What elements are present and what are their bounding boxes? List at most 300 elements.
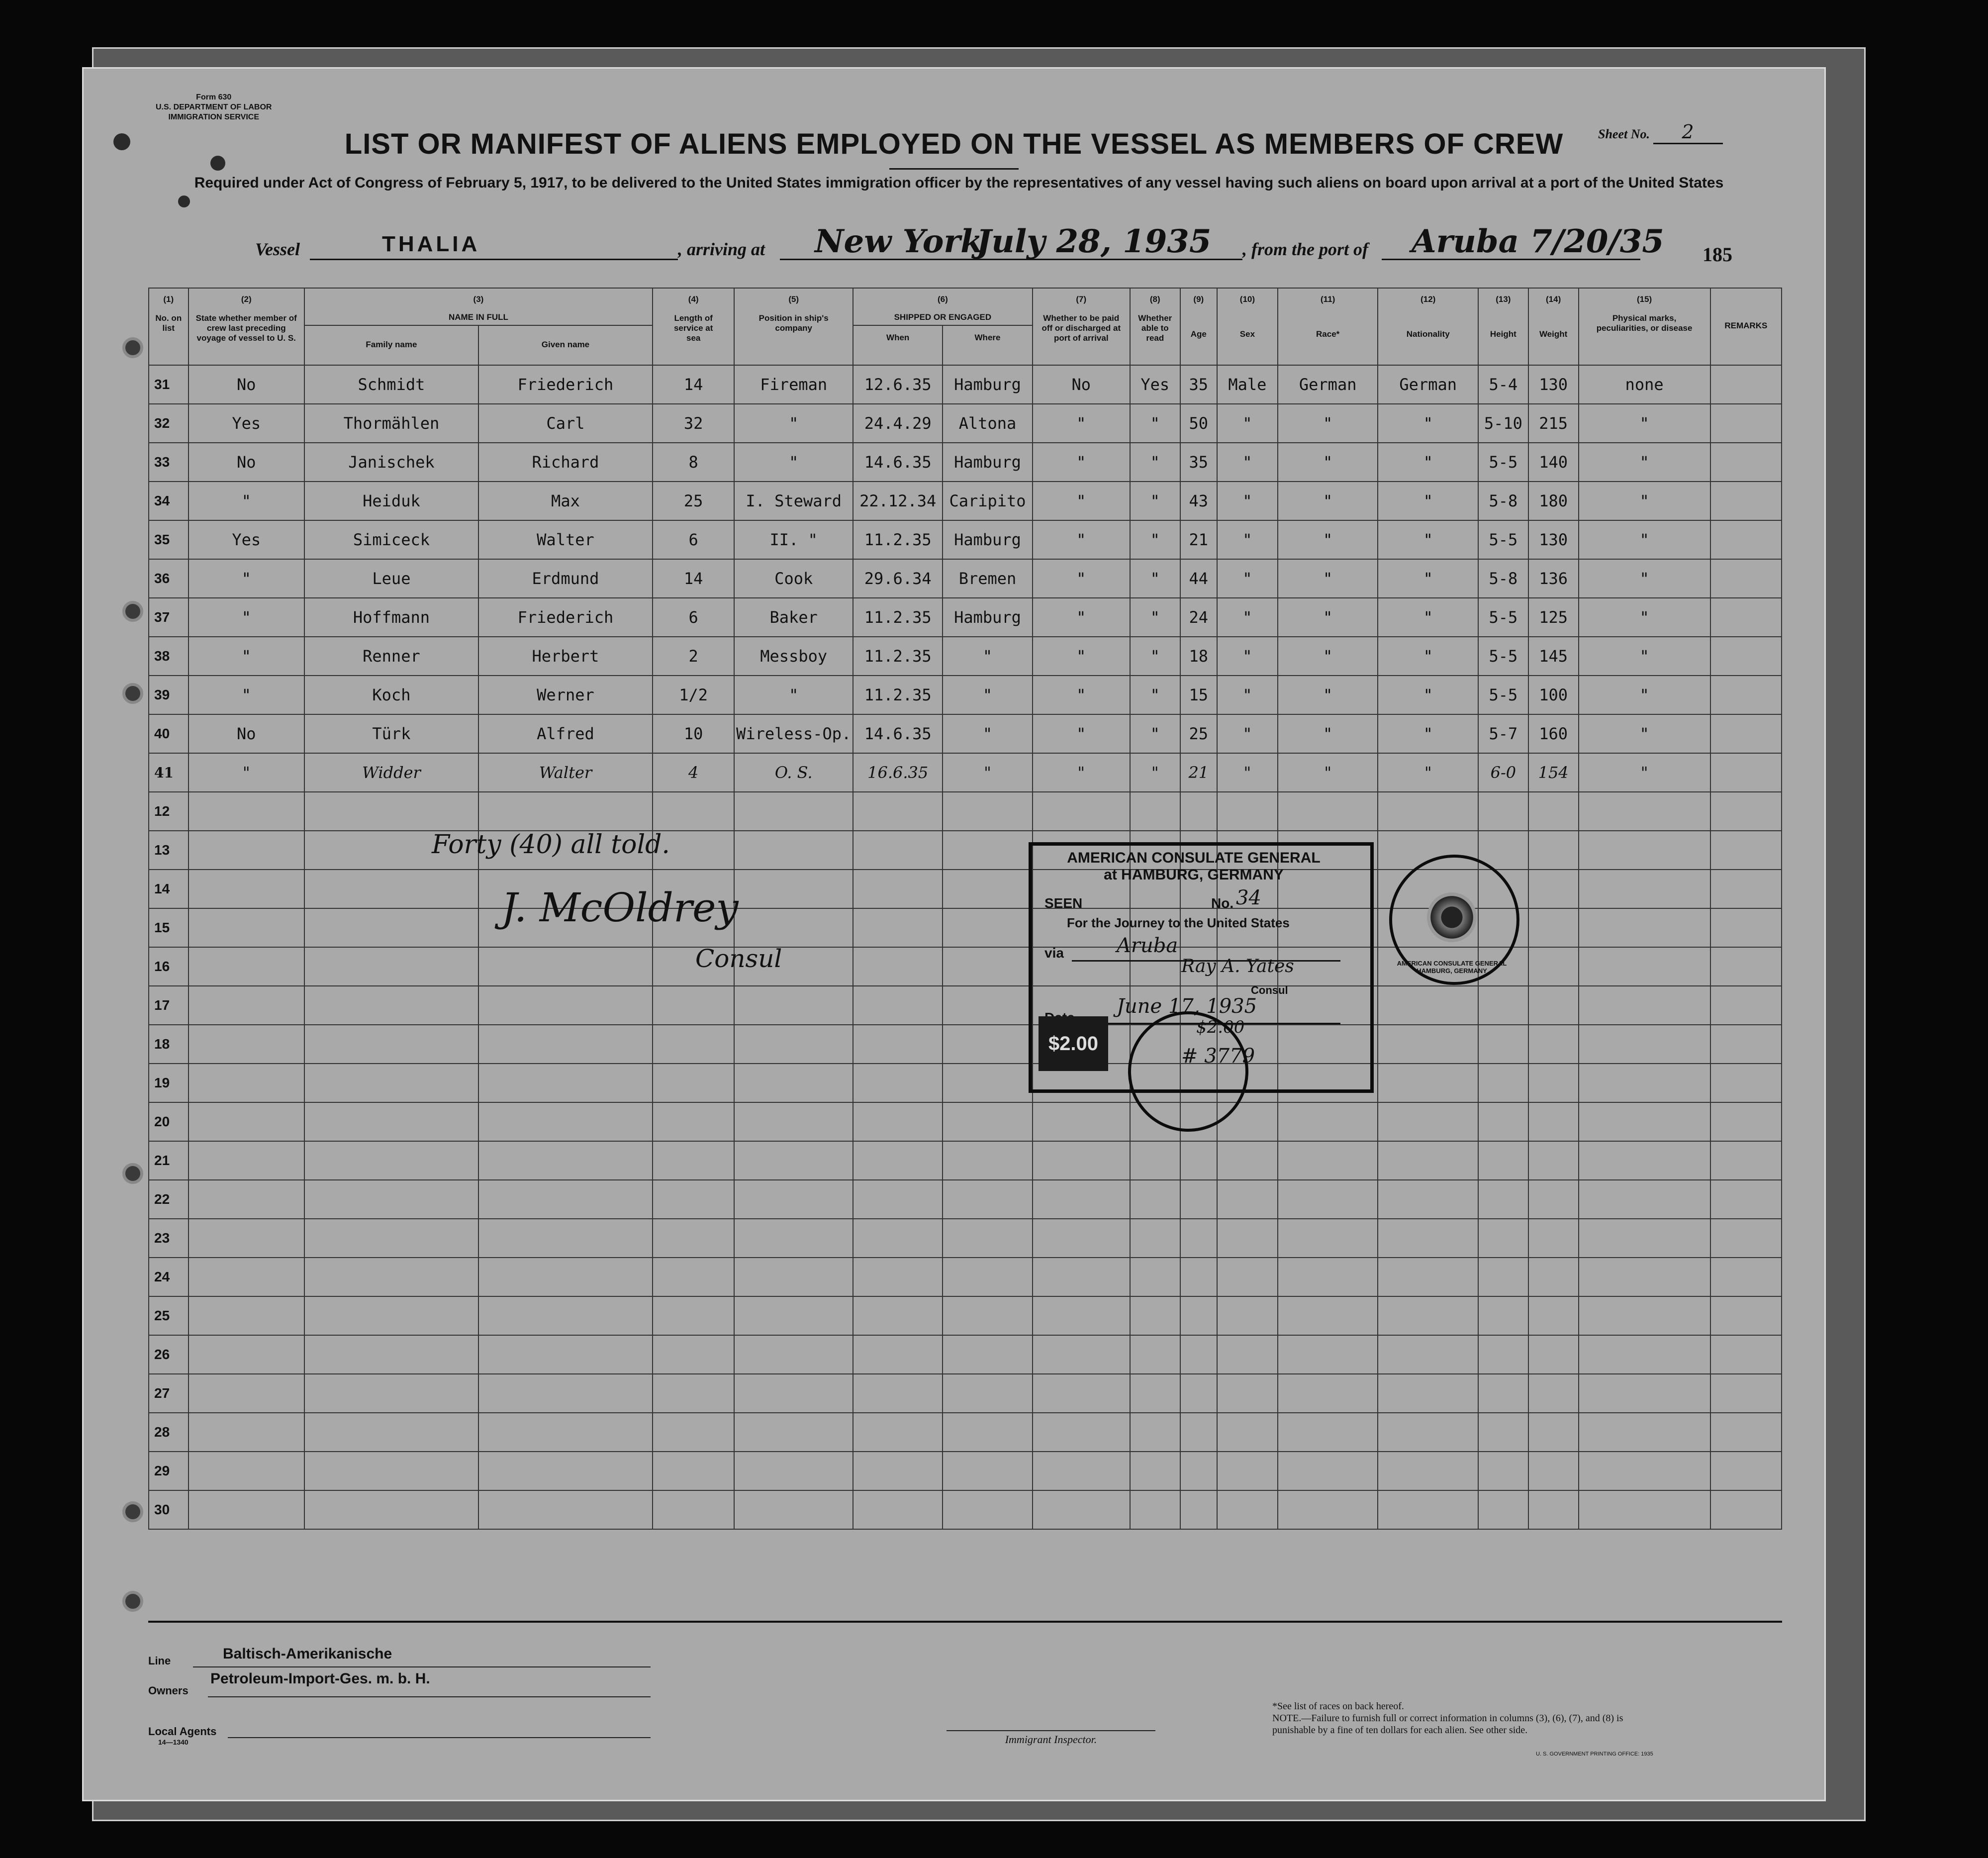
empty-cell [1180, 1141, 1217, 1180]
col-name-num: (3) [473, 294, 484, 304]
col-shipped-label: SHIPPED OR ENGAGED [894, 312, 992, 322]
cell-race: " [1278, 753, 1378, 792]
table-row [149, 831, 1782, 870]
vessel-line [84, 223, 1824, 263]
cell-race: " [1278, 714, 1378, 753]
col-height-header [1478, 288, 1528, 365]
cell-position: " [734, 676, 853, 714]
col-weight-num: (14) [1546, 294, 1561, 304]
empty-cell [189, 1374, 304, 1413]
crew-rows [149, 365, 1782, 1529]
empty-cell [1710, 1490, 1782, 1529]
cell-shipped-when: 11.2.35 [853, 598, 943, 637]
col-age-label: Age [1190, 329, 1207, 339]
cell-service-length: 8 [653, 443, 734, 482]
cell-paid-off: " [1033, 443, 1130, 482]
empty-cell [1528, 1025, 1579, 1064]
table-row [149, 1374, 1782, 1413]
cell-paid-off: " [1033, 637, 1130, 676]
empty-cell [1528, 1413, 1579, 1452]
empty-cell [1528, 1258, 1579, 1296]
footer-notes [1272, 1700, 1660, 1736]
empty-cell [1130, 1490, 1180, 1529]
cell-age: 15 [1180, 676, 1217, 714]
empty-cell [1579, 1102, 1710, 1141]
consulate-heading-1: AMERICAN CONSULATE GENERAL [1067, 850, 1321, 866]
empty-cell [1710, 1258, 1782, 1296]
row-number: 37 [149, 598, 189, 637]
col-name-label: NAME IN FULL [448, 312, 508, 322]
cell-height: 6-0 [1478, 753, 1528, 792]
empty-cell [304, 1258, 478, 1296]
form-number: Form 630 [196, 93, 232, 101]
stamp-via-label: via [1044, 945, 1064, 961]
cell-remarks [1710, 753, 1782, 792]
empty-cell [189, 1452, 304, 1490]
cell-shipped-when: 16.6.35 [853, 753, 943, 792]
empty-cell [1378, 1374, 1478, 1413]
row-number: 13 [149, 831, 189, 870]
cell-weight: 154 [1528, 753, 1579, 792]
empty-cell [853, 1296, 943, 1335]
cell-given-name: Friederich [478, 598, 653, 637]
empty-cell [1478, 1064, 1528, 1102]
empty-cell [653, 1413, 734, 1452]
empty-cell [304, 986, 478, 1025]
footer-rule [148, 1621, 1782, 1623]
empty-cell [1033, 1452, 1130, 1490]
fee-seal [1128, 1011, 1248, 1132]
empty-cell [943, 792, 1032, 831]
cell-service-length: 10 [653, 714, 734, 753]
row-number: 41 [149, 753, 189, 792]
empty-cell [1033, 1374, 1130, 1413]
table-row [149, 908, 1782, 947]
table-row [149, 365, 1782, 404]
row-number: 15 [149, 908, 189, 947]
empty-cell [1378, 1141, 1478, 1180]
cell-paid-off: " [1033, 676, 1130, 714]
table-row [149, 1102, 1782, 1141]
empty-cell [1217, 1296, 1278, 1335]
row-number: 36 [149, 559, 189, 598]
empty-cell [1278, 1180, 1378, 1219]
row-number: 16 [149, 947, 189, 986]
empty-cell [943, 870, 1032, 908]
cell-remarks [1710, 404, 1782, 443]
empty-cell [1180, 1413, 1217, 1452]
empty-cell [1378, 792, 1478, 831]
cell-paid-off: " [1033, 482, 1130, 520]
col-read-num: (8) [1149, 294, 1160, 304]
punch-hole [122, 1501, 143, 1522]
cell-weight: 125 [1528, 598, 1579, 637]
cell-family-name: Hoffmann [304, 598, 478, 637]
cell-able-to-read: " [1130, 559, 1180, 598]
cell-age: 21 [1180, 520, 1217, 559]
cell-physical-marks: " [1579, 482, 1710, 520]
col-remarks-label: REMARKS [1724, 321, 1768, 330]
table-row [149, 986, 1782, 1025]
empty-cell [1528, 1452, 1579, 1490]
cell-race: " [1278, 520, 1378, 559]
cell-age: 25 [1180, 714, 1217, 753]
cell-age: 44 [1180, 559, 1217, 598]
cell-given-name: Walter [478, 753, 653, 792]
cell-nationality: " [1378, 637, 1478, 676]
line-value: Baltisch-Amerikanische [223, 1646, 392, 1662]
empty-cell [1579, 908, 1710, 947]
empty-cell [1478, 1219, 1528, 1258]
empty-cell [304, 1452, 478, 1490]
table-row [149, 1180, 1782, 1219]
empty-cell [734, 1490, 853, 1529]
empty-cell [943, 1064, 1032, 1102]
cell-remarks [1710, 637, 1782, 676]
empty-cell [653, 1064, 734, 1102]
consulate-seal [1389, 855, 1519, 985]
line-label: Line [148, 1655, 171, 1667]
table-row [149, 1064, 1782, 1102]
empty-cell [304, 792, 478, 831]
empty-cell [1579, 1413, 1710, 1452]
col-age-num: (9) [1193, 294, 1204, 304]
empty-cell [1478, 792, 1528, 831]
empty-cell [1130, 1413, 1180, 1452]
empty-cell [1180, 792, 1217, 831]
empty-cell [1478, 1025, 1528, 1064]
page-title: LIST OR MANIFEST OF ALIENS EMPLOYED ON THE VESSEL AS MEMBERS OF CREW [344, 128, 1564, 160]
empty-cell [1180, 1374, 1217, 1413]
cell-shipped-where: Altona [943, 404, 1032, 443]
empty-cell [1579, 1064, 1710, 1102]
cell-shipped-where: Caripito [943, 482, 1032, 520]
empty-cell [943, 1374, 1032, 1413]
empty-cell [943, 831, 1032, 870]
empty-cell [1528, 1490, 1579, 1529]
empty-cell [1033, 1141, 1130, 1180]
empty-cell [734, 1025, 853, 1064]
cell-age: 35 [1180, 365, 1217, 404]
seal-text: AMERICAN CONSULATE GENERAL HAMBURG, GERMANY [1397, 960, 1507, 975]
col-paid-off-label: Whether to be paid off or discharged at port of arrival [1041, 313, 1121, 343]
cell-prev-voyage: " [189, 676, 304, 714]
empty-cell [1579, 831, 1710, 870]
empty-cell [189, 947, 304, 986]
row-number: 35 [149, 520, 189, 559]
revenue-stamp: $2.00 [1039, 1016, 1108, 1071]
empty-cell [1033, 1219, 1130, 1258]
empty-cell [1278, 1452, 1378, 1490]
empty-cell [189, 1413, 304, 1452]
cell-given-name: Herbert [478, 637, 653, 676]
empty-cell [943, 947, 1032, 986]
cell-prev-voyage: " [189, 637, 304, 676]
cell-shipped-when: 12.6.35 [853, 365, 943, 404]
title-underline [889, 168, 1019, 170]
stamp-consul-signature: Ray A. Yates [1181, 956, 1294, 977]
row-number: 26 [149, 1335, 189, 1374]
col-nationality-header [1378, 288, 1478, 365]
empty-cell [1579, 792, 1710, 831]
empty-cell [1378, 1258, 1478, 1296]
col-when-header [853, 325, 943, 365]
empty-cell [189, 1102, 304, 1141]
cell-age: 43 [1180, 482, 1217, 520]
cell-weight: 130 [1528, 520, 1579, 559]
col-weight-header [1528, 288, 1579, 365]
empty-cell [1130, 1258, 1180, 1296]
empty-cell [1710, 1064, 1782, 1102]
cell-shipped-where: Hamburg [943, 520, 1032, 559]
empty-cell [734, 870, 853, 908]
cell-prev-voyage: Yes [189, 520, 304, 559]
sheet-number-value: 2 [1653, 121, 1723, 144]
row-number: 28 [149, 1413, 189, 1452]
col-weight-label: Weight [1539, 329, 1568, 339]
empty-cell [1378, 1413, 1478, 1452]
empty-cell [1710, 986, 1782, 1025]
col-prev-voyage-label: State whether member of crew last preceding voyage of vessel to U. S. [195, 313, 297, 343]
table-row [149, 1335, 1782, 1374]
empty-cell [304, 947, 478, 986]
cell-remarks [1710, 714, 1782, 753]
empty-cell [1278, 1258, 1378, 1296]
col-paid-off-num: (7) [1076, 294, 1087, 304]
empty-cell [1710, 1452, 1782, 1490]
cell-nationality: " [1378, 753, 1478, 792]
empty-cell [1710, 908, 1782, 947]
empty-cell [1180, 1296, 1217, 1335]
cell-sex: " [1217, 404, 1278, 443]
vessel-name-line [310, 233, 678, 260]
manifest-sheet [82, 67, 1826, 1801]
empty-cell [1528, 1141, 1579, 1180]
cell-remarks [1710, 520, 1782, 559]
empty-cell [734, 1374, 853, 1413]
cell-able-to-read: " [1130, 598, 1180, 637]
col-when-label: When [886, 333, 910, 342]
empty-cell [653, 1452, 734, 1490]
empty-cell [1378, 1025, 1478, 1064]
empty-cell [1579, 986, 1710, 1025]
stamp-journey-label: For the Journey to the United States [1067, 915, 1290, 930]
col-family-name-label: Family name [366, 340, 417, 349]
cell-prev-voyage: " [189, 482, 304, 520]
cell-race: " [1278, 676, 1378, 714]
empty-cell [1478, 1258, 1528, 1296]
cell-age: 18 [1180, 637, 1217, 676]
cell-physical-marks: " [1579, 676, 1710, 714]
row-number: 17 [149, 986, 189, 1025]
empty-cell [1217, 1258, 1278, 1296]
empty-cell [304, 1219, 478, 1258]
cell-able-to-read: " [1130, 676, 1180, 714]
cell-physical-marks: " [1579, 443, 1710, 482]
empty-cell [1180, 1490, 1217, 1529]
row-number: 34 [149, 482, 189, 520]
empty-cell [1217, 792, 1278, 831]
cell-nationality: German [1378, 365, 1478, 404]
empty-cell [1033, 1413, 1130, 1452]
empty-cell [1278, 1102, 1378, 1141]
cell-weight: 136 [1528, 559, 1579, 598]
consulate-heading-2: at HAMBURG, GERMANY [1104, 867, 1284, 883]
cell-family-name: Thormählen [304, 404, 478, 443]
cell-height: 5-7 [1478, 714, 1528, 753]
col-race-num: (11) [1321, 294, 1335, 304]
cell-given-name: Werner [478, 676, 653, 714]
col-height-label: Height [1490, 329, 1516, 339]
empty-cell [1710, 831, 1782, 870]
empty-cell [478, 1025, 653, 1064]
cell-shipped-when: 22.12.34 [853, 482, 943, 520]
form-service: IMMIGRATION SERVICE [168, 113, 259, 121]
empty-cell [734, 986, 853, 1025]
empty-cell [734, 908, 853, 947]
form-department: U.S. DEPARTMENT OF LABOR [156, 103, 272, 111]
cell-shipped-where: " [943, 676, 1032, 714]
cell-given-name: Carl [478, 404, 653, 443]
cell-paid-off: " [1033, 598, 1130, 637]
empty-cell [189, 1064, 304, 1102]
cell-height: 5-8 [1478, 559, 1528, 598]
empty-cell [1478, 1102, 1528, 1141]
cell-service-length: 25 [653, 482, 734, 520]
empty-cell [1528, 986, 1579, 1025]
empty-cell [853, 947, 943, 986]
row-number: 12 [149, 792, 189, 831]
table-row [149, 520, 1782, 559]
empty-cell [1217, 1413, 1278, 1452]
empty-cell [189, 986, 304, 1025]
cell-paid-off: " [1033, 559, 1130, 598]
row-number: 33 [149, 443, 189, 482]
empty-cell [304, 1180, 478, 1219]
empty-cell [1528, 1374, 1579, 1413]
stamp-no-label: No. [1211, 895, 1234, 911]
cell-family-name: Heiduk [304, 482, 478, 520]
cell-remarks [1710, 482, 1782, 520]
punch-hole [122, 683, 143, 704]
empty-cell [1180, 1180, 1217, 1219]
empty-cell [304, 1374, 478, 1413]
cell-position: Baker [734, 598, 853, 637]
cell-position: " [734, 404, 853, 443]
cell-nationality: " [1378, 520, 1478, 559]
empty-cell [478, 947, 653, 986]
agents-label: Local Agents [148, 1725, 217, 1738]
empty-cell [478, 1258, 653, 1296]
empty-cell [1278, 1335, 1378, 1374]
col-no-label: No. on list [155, 313, 182, 333]
owners-label: Owners [148, 1684, 189, 1697]
col-given-name-label: Given name [541, 340, 590, 349]
empty-cell [1478, 1180, 1528, 1219]
cell-remarks [1710, 365, 1782, 404]
col-no-num: (1) [163, 294, 174, 304]
empty-cell [734, 831, 853, 870]
col-shipped-num: (6) [937, 294, 948, 304]
cell-service-length: 6 [653, 598, 734, 637]
empty-cell [1478, 1452, 1528, 1490]
col-shipped-header [853, 288, 1033, 325]
empty-cell [1130, 1180, 1180, 1219]
empty-cell [1130, 1219, 1180, 1258]
cell-service-length: 14 [653, 365, 734, 404]
cell-nationality: " [1378, 598, 1478, 637]
row-number: 23 [149, 1219, 189, 1258]
cell-prev-voyage: " [189, 753, 304, 792]
cell-age: 50 [1180, 404, 1217, 443]
cell-position: II. " [734, 520, 853, 559]
empty-cell [1180, 1452, 1217, 1490]
empty-cell [1278, 1296, 1378, 1335]
cell-able-to-read: " [1130, 637, 1180, 676]
empty-cell [1710, 1180, 1782, 1219]
cell-race: " [1278, 559, 1378, 598]
empty-cell [1378, 1180, 1478, 1219]
empty-cell [304, 870, 478, 908]
empty-cell [1579, 1180, 1710, 1219]
empty-cell [1579, 870, 1710, 908]
empty-cell [478, 1335, 653, 1374]
empty-cell [1217, 1452, 1278, 1490]
empty-cell [943, 1141, 1032, 1180]
col-nationality-num: (12) [1420, 294, 1436, 304]
empty-cell [853, 870, 943, 908]
empty-cell [1528, 870, 1579, 908]
row-number: 20 [149, 1102, 189, 1141]
empty-cell [1378, 1296, 1478, 1335]
cell-service-length: 1/2 [653, 676, 734, 714]
empty-cell [1033, 1180, 1130, 1219]
empty-cell [734, 1258, 853, 1296]
cell-position: " [734, 443, 853, 482]
empty-cell [1710, 792, 1782, 831]
cell-prev-voyage: Yes [189, 404, 304, 443]
row-number: 22 [149, 1180, 189, 1219]
table-row [149, 714, 1782, 753]
owners-value: Petroleum-Import-Ges. m. b. H. [210, 1670, 430, 1687]
cell-height: 5-5 [1478, 598, 1528, 637]
arrival-date: July 28, 1935 [976, 223, 1212, 260]
cell-shipped-where: " [943, 637, 1032, 676]
col-age-header [1180, 288, 1217, 365]
sheet-number-label: Sheet No. [1598, 127, 1650, 141]
empty-cell [1217, 1335, 1278, 1374]
empty-cell [1478, 1296, 1528, 1335]
table-row [149, 1413, 1782, 1452]
arriving-label: , arriving at [678, 239, 765, 259]
col-sex-header [1217, 288, 1278, 365]
page-subtitle: Required under Act of Congress of February 5, 1917, to be delivered to the United States immigration officer by the representatives of any vessel having such aliens on board upon arrival at a port of the United States [194, 175, 1724, 191]
cell-able-to-read: " [1130, 404, 1180, 443]
empty-cell [478, 1219, 653, 1258]
cell-nationality: " [1378, 559, 1478, 598]
empty-cell [1033, 1335, 1130, 1374]
col-no-header [149, 288, 189, 365]
cell-position: Cook [734, 559, 853, 598]
empty-cell [943, 1296, 1032, 1335]
empty-cell [653, 1335, 734, 1374]
table-row [149, 1452, 1782, 1490]
empty-cell [1278, 1374, 1378, 1413]
cell-nationality: " [1378, 714, 1478, 753]
empty-cell [653, 1296, 734, 1335]
empty-cell [1378, 986, 1478, 1025]
empty-cell [853, 1374, 943, 1413]
